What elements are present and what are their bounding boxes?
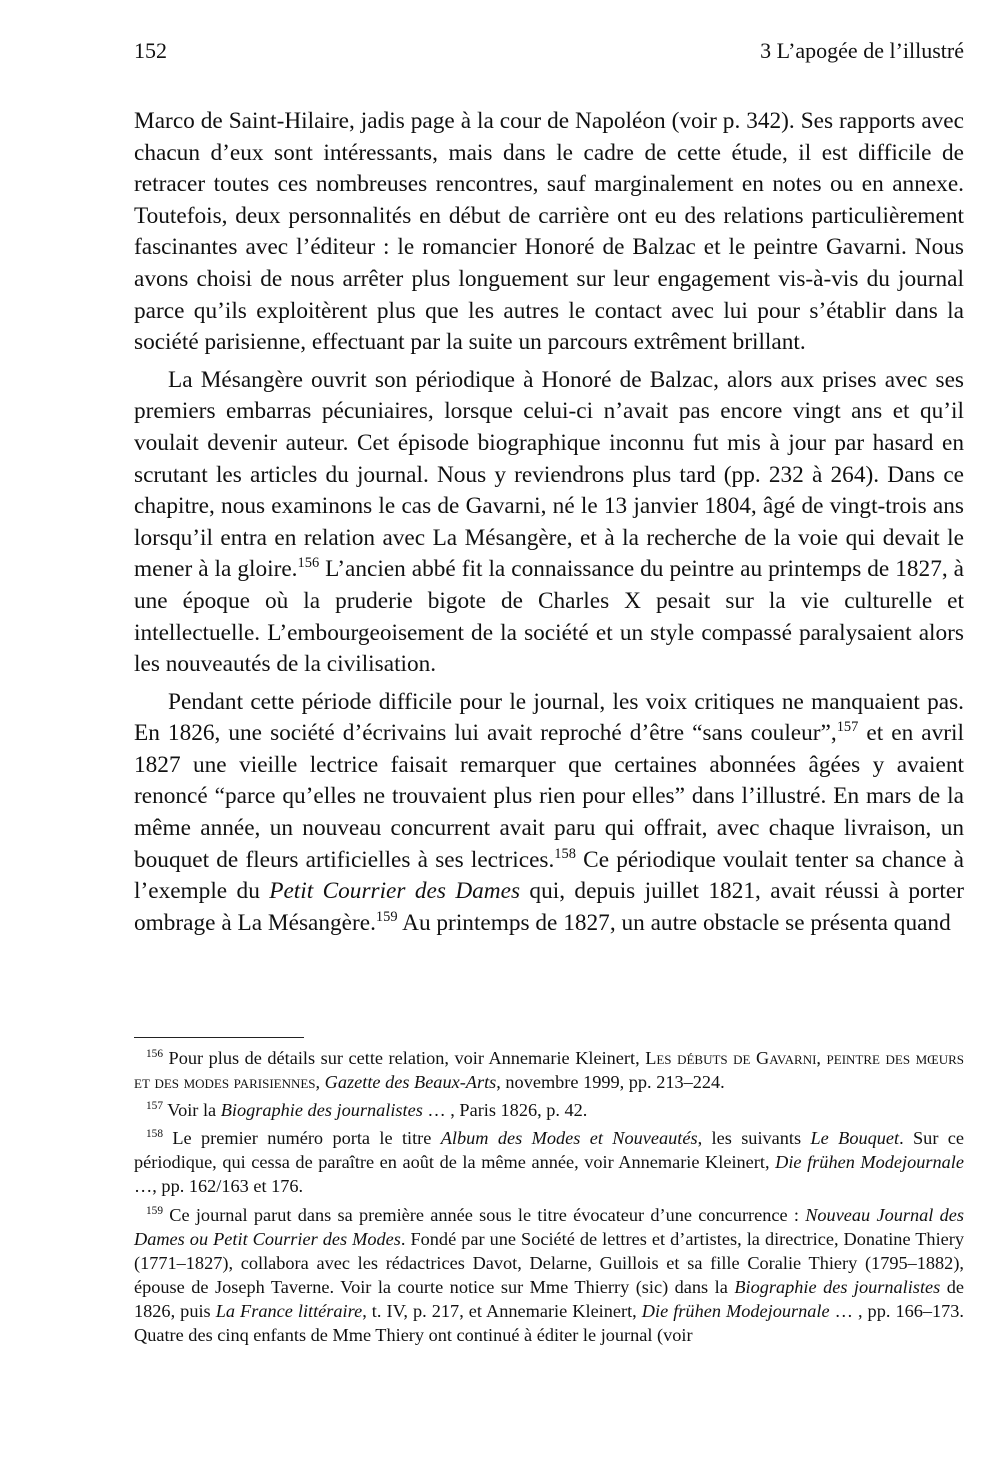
footnote-ref-156[interactable]: 156: [297, 555, 320, 572]
text-run: Pendant cette période difficile pour le journal, les voix critiques ne manquaient pas. En 1826, une société d’écrivains lui avait reproché d’être “sans couleur”,: [134, 688, 964, 747]
footnote-number: 159: [146, 1204, 163, 1217]
text-run: L’ancien abbé fit la connaissance du peintre au printemps de 1827, à une époque où la pruderie bigote de Charles X pesait sur la vie culturelle et intellectuelle. L’embourgeoisement de la société et un style compassé paralysaient alors les nouveautés de la civilisation.: [134, 556, 964, 678]
text-run: qui, depuis juillet 1821, avait réussi à porter ombrage à La Mésangère.: [134, 878, 964, 936]
text-run: , t. IV, p. 217, et Annemarie Kleinert,: [362, 1300, 642, 1321]
paragraph-1: [134, 106, 964, 359]
italic-title: Album des Modes et Nouveautés: [440, 1128, 698, 1149]
text-run: … , pp. 166–173. Quatre des cinq enfants de Mme Thiery ont continué à éditer le journal (voir: [134, 1300, 964, 1346]
text-run: ,: [315, 1072, 325, 1093]
footnote-ref-157[interactable]: 157: [836, 719, 859, 736]
italic-title: Die frühen Modejournale: [775, 1152, 964, 1173]
italic-title: Petit Courrier des Dames: [269, 878, 521, 905]
footnotes: [134, 1046, 964, 1351]
italic-title: Le Bouquet: [810, 1128, 900, 1149]
text-run: … , Paris 1826, p. 42.: [422, 1100, 588, 1121]
footnote-rule: [134, 1037, 304, 1038]
running-head-title: 3 L’apogée de l’illustré: [760, 38, 964, 63]
footnote-number: 156: [146, 1047, 163, 1060]
footnote-number: 157: [146, 1100, 163, 1113]
footnote-157: [134, 1098, 964, 1122]
main-text: [134, 106, 964, 939]
running-header: [134, 38, 964, 68]
footnote-159: [134, 1203, 964, 1348]
paragraph-3: [134, 687, 964, 940]
footnote-158: [134, 1126, 964, 1198]
text-run: Ce périodique voulait tenter sa chance à l’exemple du: [134, 846, 964, 905]
text-run: La Mésangère ouvrit son périodique à Honoré de Balzac, alors aux prises avec ses premiers embarras pécuniaires, lorsque celui-ci n’avait pas encore vingt ans et qu’il voulait devenir auteur. Cet épisode biographique inconnu fut mis à jour par hasard en scrutant les articles du journal. Nous y reviendrons plus tard (pp. 232 à 264). Dans ce chapitre, nous examinons le cas de Gavarni, né le 13 janvier 1804, âgé de vingt-trois ans lorsqu’il entra en relation avec La Mésangère, et à la recherche de la voie qui devait le mener à la gloire.: [134, 366, 964, 583]
footnote-ref-159[interactable]: 159: [375, 909, 398, 926]
smallcaps-title: Les débuts de Gavarni, peintre des mœurs et des modes parisiennes: [134, 1048, 964, 1093]
paragraph-2: [134, 365, 964, 681]
footnote-156: [134, 1046, 964, 1094]
text-run: Le premier numéro porta le titre: [163, 1128, 441, 1149]
italic-title: Die frühen Modejournale: [641, 1300, 830, 1321]
text-run: et en avril 1827 une vieille lectrice faisait remarquer que certaines abonnées âgées y avaient renoncé “parce qu’elles ne trouvaient plus rien pour elles” dans l’illustré. En mars de la même année, un nouveau concurrent avait paru qui offrait, avec chaque livraison, un bouquet de fleurs artificielles à ses lectrices.: [134, 720, 964, 873]
text-run: , novembre 1999, pp. 213–224.: [496, 1072, 725, 1093]
text-run: Marco de Saint-Hilaire, jadis page à la cour de Napoléon (voir p. 342). Ses rapports avec chacun d’eux sont intéressants, mais dans le cadre de cette étude, il est difficile de retracer toutes ces nombreuses rencontres, sauf marginalement en notes ou en annexe. Toutefois, deux personnalités en début de carrière ont eu des relations particulièrement fascinantes avec l’éditeur : le romancier Honoré de Balzac et le peintre Gavarni. Nous avons choisi de nous arrêter plus longuement sur leur engagement vis-à-vis du journal parce qu’ils exploitèrent plus que les autres le contact avec lui pour s’établir dans la société parisienne, effectuant par la suite un parcours extrêment brillant.: [134, 108, 964, 356]
text-run: Pour plus de détails sur cette relation, voir Annemarie Kleinert,: [163, 1048, 646, 1068]
italic-title: Biographie des journalistes: [220, 1100, 423, 1121]
footnote-number: 158: [146, 1128, 163, 1141]
text-run: Au printemps de 1827, un autre obstacle se présenta quand: [397, 909, 951, 936]
italic-title: Nouveau Journal des Dames ou Petit Courrier des Modes: [134, 1204, 964, 1249]
text-run: …, pp. 162/163 et 176.: [134, 1176, 304, 1197]
text-run: Voir la: [163, 1100, 221, 1121]
footnote-ref-158[interactable]: 158: [554, 845, 576, 862]
italic-title: Gazette des Beaux-Arts: [324, 1072, 497, 1093]
italic-title: La France littéraire: [215, 1300, 363, 1321]
italic-title: Biographie des journalistes: [734, 1276, 941, 1297]
text-run: . Fondé par une Société de lettres et d’artistes, la directrice, Donatine Thiery (1771–1827), collabora avec les rédactrices Davot, Delarne, Guillois et sa fille Coralie Thiery (1795–1882), épouse de Joseph Taverne. Voir la courte notice sur Mme Thierry (sic) dans la: [134, 1228, 964, 1297]
text-run: , les suivants: [697, 1128, 811, 1149]
text-run: . Sur ce périodique, qui cessa de paraître en août de la même année, voir Annemarie Kleinert,: [134, 1128, 965, 1173]
page-number: 152: [134, 38, 167, 63]
text-run: de 1826, puis: [134, 1276, 965, 1321]
text-run: Ce journal parut dans sa première année sous le titre évocateur d’une concurrence :: [163, 1204, 806, 1225]
